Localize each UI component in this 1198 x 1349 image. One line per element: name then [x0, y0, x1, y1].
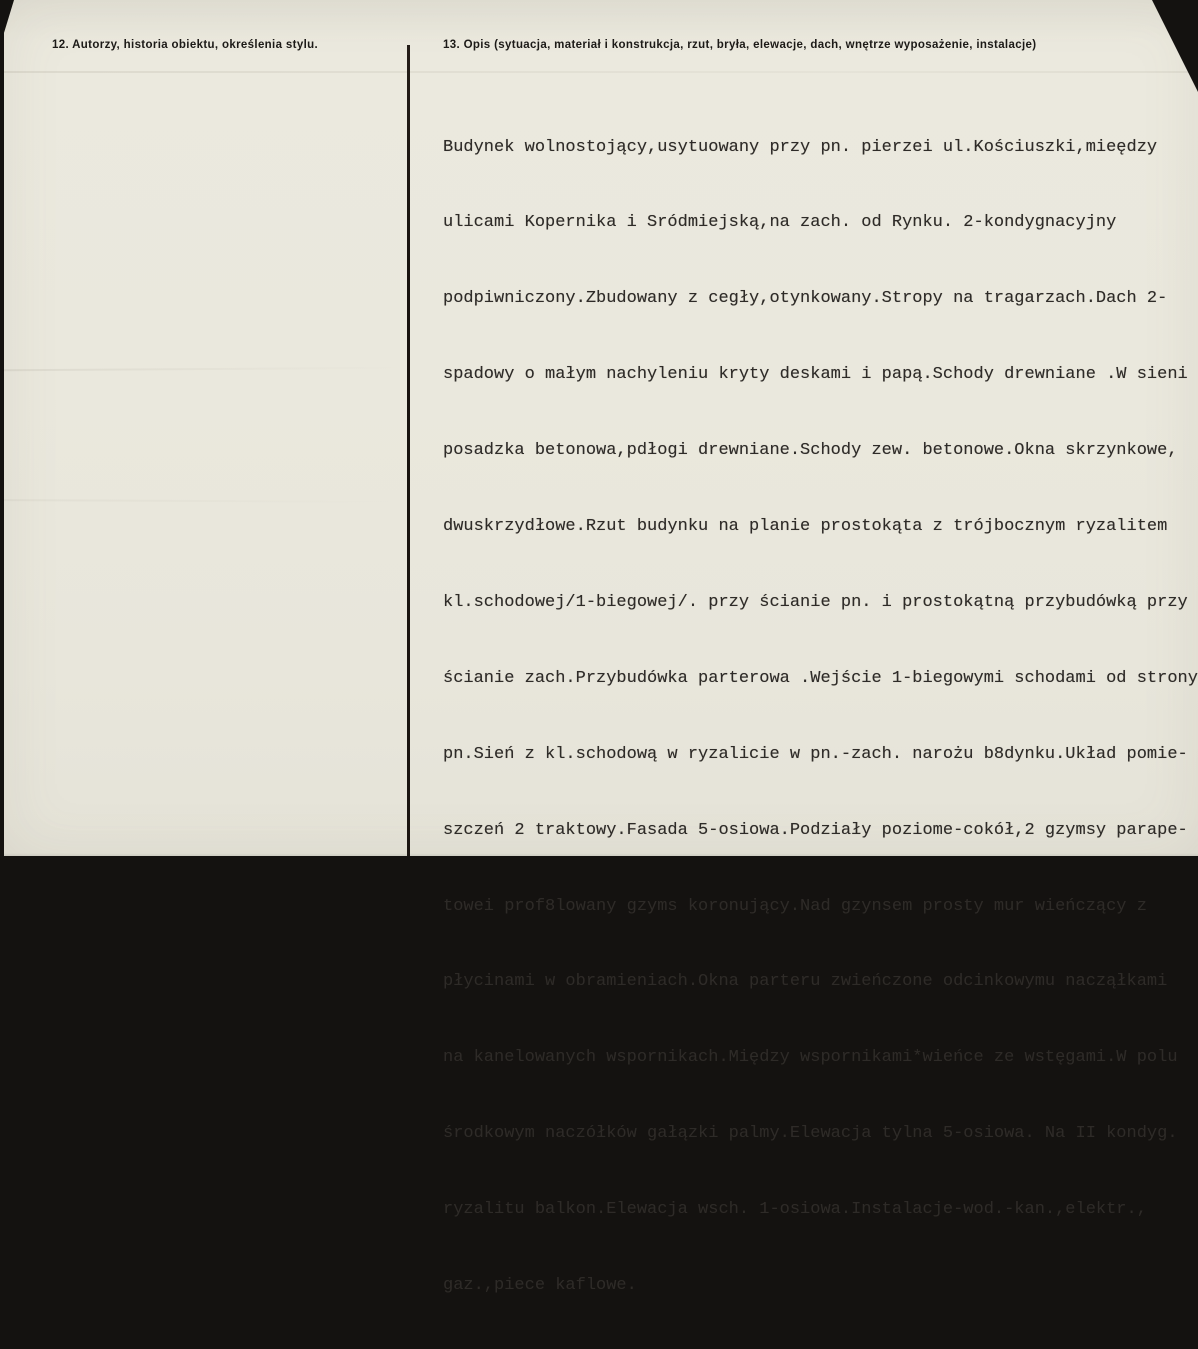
- column-divider-rule: [407, 45, 410, 856]
- typed-line: środkowym naczółków gałązki palmy.Elewacja tylna 5-osiowa. Na II kondyg.: [443, 1124, 1178, 1144]
- typed-line: posadzka betonowa,pdłogi drewniane.Schody zew. betonowe.Okna skrzynkowe,: [443, 441, 1178, 461]
- typed-line: kl.schodowej/1-biegowej/. przy ścianie pn. i prostokątną przybudówką przy: [443, 592, 1188, 612]
- typed-line: spadowy o małym nachyleniu kryty deskami i papą.Schody drewniane .W sieni: [443, 365, 1188, 385]
- paper-crease: [4, 367, 410, 371]
- typed-line: pn.Sień z kl.schodową w ryzalicie w pn.-zach. narożu b8dynku.Układ pomie-: [443, 744, 1188, 764]
- typed-line: na kanelowanych wspornikach.Między wspornikami*wieńce ze wstęgami.W polu: [443, 1048, 1178, 1068]
- typed-line: podpiwniczony.Zbudowany z cegły,otynkowany.Stropy na tragarzach.Dach 2-: [443, 289, 1168, 309]
- typed-line: ulicami Kopernika i Sródmiejską,na zach. od Rynku. 2-kondygnacyjny: [443, 213, 1117, 233]
- typed-line: płycinami w obramieniach.Okna parteru zwieńczone odcinkowymu nacząłkami: [443, 972, 1168, 992]
- paper-crease: [4, 499, 410, 503]
- typewritten-description: [443, 84, 1198, 1349]
- typed-line: ryzalitu balkon.Elewacja wsch. 1-osiowa.Instalacje-wod.-kan.,elektr.,: [443, 1200, 1147, 1220]
- typed-line: towei prof8lowany gzyms koronujący.Nad gzynsem prosty mur wieńczący z: [443, 896, 1147, 916]
- typed-line: Budynek wolnostojący,usytuowany przy pn. pierzei ul.Kościuszki,mieędzy: [443, 137, 1158, 157]
- typed-line: dwuskrzydłowe.Rzut budynku na planie prostokąta z trójbocznym ryzalitem: [443, 517, 1168, 537]
- field-13-label: 13. Opis (sytuacja, materiał i konstrukcja, rzut, bryła, elewacje, dach, wnętrze wyposażenie, instalacje): [443, 39, 1037, 51]
- typed-line: ścianie zach.Przybudówka parterowa .Wejście 1-biegowymi schodami od strony: [443, 668, 1198, 688]
- scan-bottom-shadow: [0, 853, 1198, 863]
- field-12-label: 12. Autorzy, historia obiektu, określenia stylu.: [52, 39, 319, 51]
- typed-line: gaz.,piece kaflowe.: [443, 1275, 637, 1295]
- paper-top-edge: [4, 71, 1198, 73]
- typed-line: szczeń 2 traktowy.Fasada 5-osiowa.Podziały poziome-cokół,2 gzymsy parape-: [443, 820, 1188, 840]
